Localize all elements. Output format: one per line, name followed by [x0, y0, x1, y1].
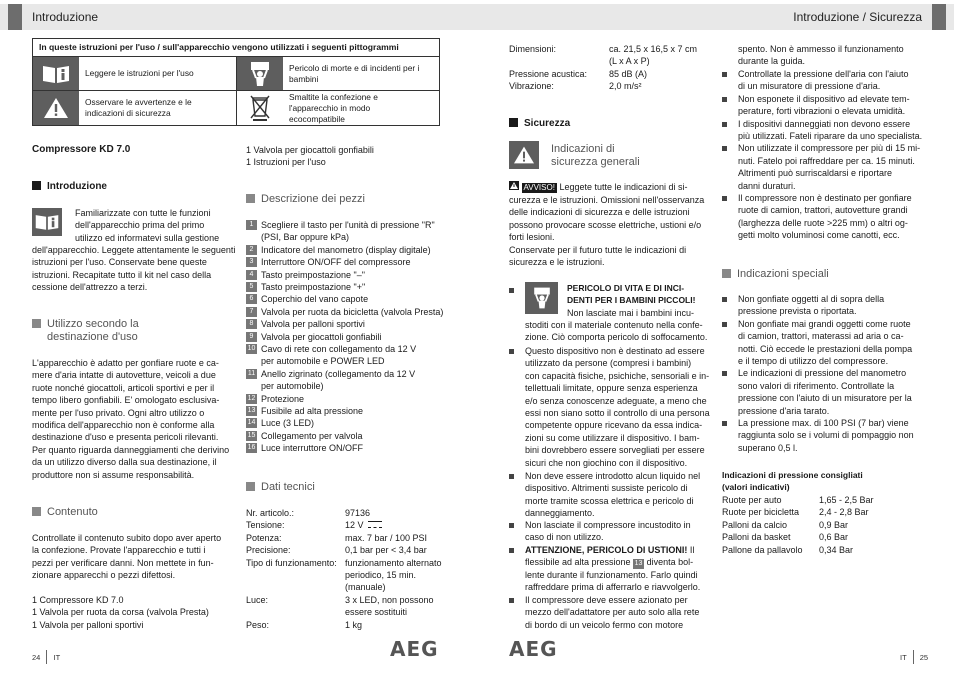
safety-heading: Sicurezza [509, 118, 570, 130]
part-label: Valvola per ruota da bicicletta (valvola Presta) [261, 306, 444, 317]
part-number-badge: 6 [246, 294, 257, 304]
child-hazard-icon [525, 282, 558, 314]
continued-text [738, 43, 904, 68]
part-label: Valvola per palloni sportivi [261, 319, 365, 330]
intro-heading: Introduzione [32, 181, 107, 193]
part-number-badge: 11 [247, 369, 256, 377]
bullet [722, 322, 727, 327]
danger-text [525, 319, 707, 344]
spec-value: (L x A x P) [609, 56, 650, 67]
text-line: Altrimenti può surriscaldarsi e riportare [738, 168, 893, 179]
spec-key: Dimensioni: [509, 44, 557, 54]
bullet [722, 196, 727, 201]
list-item: 1 Valvola per ruota da corsa (valvola Presta) [32, 607, 209, 618]
tech-heading: Dati tecnici [246, 481, 315, 494]
pressure-key: Palloni da calcio [722, 519, 788, 530]
text-line: istruzioni. Recapitate tutto il kit nel caso della [32, 269, 212, 280]
burn-title: ATTENZIONE, PERICOLO DI USTIONI! [525, 545, 688, 555]
spec-value: 85 dB (A) [609, 68, 648, 79]
bullet [722, 421, 727, 426]
text-line: Per quanto riguarda danneggiamenti che derivino [32, 444, 230, 455]
part-number-badge: 9 [246, 332, 257, 342]
text-line: Leggete tutte le indicazioni di si- [559, 182, 688, 192]
page-header [0, 4, 954, 30]
text-line: dell'apparecchio. Leggete attentamente le seguenti [32, 245, 236, 255]
special-heading: Indicazioni speciali [722, 268, 829, 281]
text-line: morte tramite scossa elettrica e pericolo di [525, 495, 694, 506]
manual-icon [33, 57, 79, 90]
text-line: di un misuratore di pressione d'aria. [738, 81, 881, 92]
pressure-value: 0,6 Bar [819, 532, 849, 543]
text-line: produttore non si assume responsabilità. [32, 469, 195, 480]
avviso-label: AVVISO! [523, 183, 555, 192]
text-line: più utilizzati. Fateli riparare da uno specialista. [738, 131, 923, 141]
text-line: zioni su come utilizzare il dispositivo. I bam- [525, 432, 700, 443]
bullet [722, 97, 727, 102]
left-page-title: Introduzione [32, 10, 99, 24]
part-label: Anello zigrinato (collegamento da 12 V [261, 368, 416, 379]
page-number: 25 [919, 653, 929, 662]
bullet [722, 122, 727, 127]
footer-right [900, 650, 928, 664]
text-line: zionare apparecchi o pezzi difettosi. [32, 570, 176, 581]
part-number-badge: 8 [246, 319, 257, 329]
burn-line-2 [525, 556, 693, 569]
text-line: Non lasciate il compressore incustodito in [525, 520, 691, 530]
text-line: e/o senza conoscenze adeguate, a meno che [525, 395, 707, 406]
tech-value: 3 x LED, non possono [345, 594, 434, 605]
bullet [722, 146, 727, 151]
text-line: Non lasciate mai i bambini incu- [567, 308, 695, 318]
general-safety-heading-line2: sicurezza generali [551, 156, 640, 168]
bullet-text [525, 470, 700, 520]
text-line: Il compressore deve essere azionato per [525, 595, 688, 605]
contenuto-list [32, 594, 209, 631]
text-line: curezza e le istruzioni. Omissioni nell'osservanza [509, 195, 705, 205]
text-line: Non utilizzate il compressore per più di 15 mi- [738, 143, 921, 154]
part-label: (PSI, Bar oppure kPa) [261, 232, 350, 243]
part-label: Protezione [261, 393, 305, 404]
text-line: stoditi con il materiale contenuto nella confe- [525, 320, 703, 330]
brand-logo: AEG [509, 637, 558, 661]
text-line: spento. Non è ammesso il funzionamento [738, 44, 904, 54]
part-number-badge: 15 [247, 431, 256, 439]
text-line: destinazione d'uso e presenta pericoli rilevanti. [32, 432, 219, 443]
tech-key: Tensione: [246, 520, 285, 531]
text-line: da un utilizzo diverso dalla sua destinazione, il [32, 457, 217, 468]
text-line: Familiarizzate con tutte le funzioni [75, 208, 211, 218]
bullet-text [525, 569, 700, 594]
spec-key: Vibrazione: [509, 81, 554, 92]
part-number-badge: 1 [246, 220, 257, 230]
part-number-badge: 7 [246, 307, 257, 317]
text-line: dell'apparecchio prima del primo [75, 220, 205, 231]
text-line: e il tempo di utilizzo del compressore. [738, 356, 889, 366]
parts-heading: Descrizione dei pezzi [246, 193, 365, 206]
text-line: raggiunta solo se i volumi di pompaggio non [738, 430, 914, 441]
part-label: per automobile) [261, 381, 324, 392]
text-span: Il [687, 545, 695, 555]
pressure-key: Ruote per bicicletta [722, 507, 800, 518]
spec-value: ca. 21,5 x 16,5 x 7 cm [609, 44, 698, 54]
avviso-text [509, 194, 704, 268]
bullet-text [525, 594, 699, 631]
text-line: utilizzo ed informatevi sulla gestione [75, 232, 220, 243]
tech-key: Nr. articolo.: [246, 508, 295, 518]
text-line: essi non siano sotto il controllo di una persona [525, 407, 710, 418]
part-label: Fusibile ad alta pressione [261, 406, 364, 416]
tech-value: periodico, 15 min. [345, 570, 417, 580]
text-line: I dispositivi danneggiati non devono essere [738, 118, 911, 129]
bullet [509, 288, 514, 293]
part-label: Scegliere il tasto per l'unità di pressione "R" [261, 220, 435, 230]
pressure-key: Palloni da basket [722, 532, 791, 543]
tech-key: Tipo di funzionamento: [246, 557, 337, 568]
text-line: ruote nonché giocattoli, articoli sportivi e per il [32, 382, 215, 393]
tech-value: 0,1 bar per < 3,4 bar [345, 545, 427, 556]
text-line: Non esponete il dispositivo ad elevate tem- [738, 93, 910, 104]
language-code: IT [53, 653, 61, 662]
bullet-text [525, 345, 710, 469]
pressure-key: Ruote per auto [722, 495, 782, 505]
text-line: lente durante il funzionamento. Farlo quindi [525, 570, 698, 580]
warning-icon [509, 141, 539, 169]
tech-key: Precisione: [246, 545, 291, 556]
part-number-badge: 14 [247, 419, 256, 427]
pressure-title [722, 469, 863, 494]
part-number-badge: 12 [247, 394, 256, 402]
child-hazard-icon [237, 57, 283, 90]
text-line: Il compressore non è destinato per gonfiare [738, 193, 912, 203]
bullet [722, 72, 727, 77]
text-line: durante la guida. [738, 56, 806, 67]
text-line: notti. Ciò eccede le prestazioni della pompa [738, 343, 913, 354]
general-safety-heading: Indicazioni di [551, 143, 615, 155]
pictogram-table [32, 38, 440, 126]
text-line: (valori indicativi) [722, 482, 790, 493]
bullet [509, 548, 514, 553]
part-label: per automobile e POWER LED [261, 356, 385, 367]
text-line: cessione dell'attrezzo a terzi. [32, 282, 148, 293]
pictogram-row [33, 57, 439, 91]
list-item: 1 Istruzioni per l'uso [246, 157, 326, 168]
text-line: getti molto voluminosi come canotti, ecc. [738, 230, 900, 241]
text-line: mere d'aria intatte di autovetture, veicoli a due [32, 370, 216, 381]
text-line: Le indicazioni di pressione del manometro [738, 368, 907, 379]
part-number-badge: 16 [247, 444, 256, 452]
contenuto-text [32, 532, 221, 582]
part-label: Collegamento per valvola [261, 430, 363, 441]
part-number-badge: 4 [246, 270, 257, 280]
text-line: modifica dell'apparecchio non è conforme alla [32, 419, 215, 430]
text-line: superano 0,5 l. [738, 442, 798, 453]
text-line: dispositivo. Altrimenti sussiste pericolo di [525, 483, 688, 494]
pressure-value: 2,4 - 2,8 Bar [819, 507, 869, 518]
part-label: Valvola per giocattoli gonfiabili [261, 331, 382, 342]
spec-value: 2,0 m/s² [609, 81, 642, 92]
bullet-text [525, 519, 691, 544]
bullet [722, 371, 727, 376]
pictogram-text: Osservare le avvertenze e le indicazioni di sicurezza [79, 91, 237, 125]
header-tab-left [8, 4, 22, 30]
uso-text [32, 357, 229, 481]
text-line: danni duraturi. [738, 180, 796, 191]
text-line: di bordo di un veicolo fermo con motore [525, 619, 684, 630]
text-line: con capacità fisiche, psichiche, sensoriali e in- [525, 370, 710, 381]
part-number-badge: 5 [246, 282, 257, 292]
text-line: zione. Ciò comporta pericolo di soffocamento. [525, 332, 708, 343]
brand-logo: AEG [390, 637, 439, 661]
tech-value: (manuale) [345, 582, 386, 593]
part-label: Coperchio del vano capote [261, 294, 369, 305]
text-line: mente per l'uso privato. Ogni altro utilizzo o [32, 407, 205, 418]
text-line: pressione prevista o riportata. [738, 306, 857, 317]
warning-icon [509, 181, 519, 193]
text-line: pezzi per verificare danni. Non mettete in fun- [32, 557, 214, 568]
text-line: Non gonfiate mai grandi oggetti come ruote [738, 318, 911, 329]
text-line: la confezione. Provate l'apparecchio e tutti i [32, 545, 206, 556]
text-line: forti lesioni. [509, 232, 555, 243]
bullet [722, 297, 727, 302]
text-line: delle indicazioni di sicurezza e delle istruzioni [509, 207, 690, 218]
bullet [509, 474, 514, 479]
text-line: perature, forti vibrazioni o elevata umidità. [738, 106, 906, 117]
intro-text-wrap [75, 207, 219, 244]
text-line: Controllate la pressione dell'aria con l'aiuto [738, 69, 909, 79]
wheelie-bin-icon [237, 91, 283, 125]
spec-key: Pressione acustica: [509, 68, 588, 79]
text-line: bini dovrebbero essere sorvegliati per essere [525, 445, 705, 456]
part-number-badge: 10 [247, 345, 256, 352]
part-label: Tasto preimpostazione "+" [261, 282, 366, 292]
pressure-value: 1,65 - 2,5 Bar [819, 495, 874, 505]
text-line: mezzo dell'adattatore per auto solo alla rete [525, 607, 700, 618]
text-line: competente oppure ricevano da essa indica- [525, 420, 703, 431]
text-line: sono valori di riferimento. Controllate la [738, 380, 895, 391]
danger-title [567, 282, 695, 307]
tech-value: 1 kg [345, 619, 363, 630]
burn-line [525, 544, 694, 556]
text-line: tellettuali limitate, oppure senza esperienza [525, 383, 698, 394]
text-line: caso di non utilizzo. [525, 532, 604, 543]
pictogram-text: Pericolo di morte e di incidenti per i bambini [289, 62, 420, 84]
text-span: flessibile ad alta pressione [525, 557, 634, 567]
page-number: 24 [32, 653, 41, 662]
product-title: Compressore KD 7.0 [32, 144, 131, 155]
pressure-value: 0,34 Bar [819, 544, 854, 555]
bullet [509, 523, 514, 528]
text-line: DENTI PER I BAMBINI PICCOLI! [567, 295, 696, 306]
text-line: tempo libero gonfiabili. E' omologato esclusiva- [32, 395, 220, 406]
text-line: Questo dispositivo non è destinato ad essere [525, 346, 705, 356]
footer-left [32, 650, 60, 664]
contenuto-list-continued [246, 144, 374, 169]
text-line: possono provocare scosse elettriche, ustioni e/o [509, 219, 702, 230]
uso-heading: Utilizzo secondo la [32, 318, 139, 331]
tech-value: funzionamento alternato [345, 557, 442, 568]
text-line: sicuri che non giochino con il dispositivo. [525, 457, 688, 468]
tech-value: 12 V [345, 519, 382, 531]
warning-icon [33, 91, 79, 125]
text-line: La pressione max. di 100 PSI (7 bar) viene [738, 418, 909, 428]
tech-key: Peso: [246, 619, 270, 630]
tech-value: max. 7 bar / 100 PSI [345, 532, 428, 543]
part-label: Luce interruttore ON/OFF [261, 443, 364, 454]
part-number-badge: 3 [246, 257, 257, 267]
text-line: sicurezza e le istruzioni. [509, 256, 605, 267]
text-line: Non deve essere introdotto alcun liquido nel [525, 471, 701, 481]
text-line: L'apparecchio è adatto per gonfiare ruote e ca- [32, 358, 219, 368]
tech-value: essere sostituiti [345, 607, 408, 618]
text-line: utilizzato da persone (compresi i bambini) [525, 358, 692, 369]
bullet [509, 349, 514, 354]
text-line: di camion, trattori, materassi ad aria o ca- [738, 331, 904, 342]
list-item: 1 Compressore KD 7.0 [32, 595, 124, 605]
tech-key: Luce: [246, 594, 269, 605]
list-item: 1 Valvola per palloni sportivi [32, 619, 144, 630]
pressure-key: Pallone da pallavolo [722, 544, 803, 555]
part-label: Indicatore del manometro (display digitale) [261, 244, 431, 255]
header-tab-right [932, 4, 946, 30]
part-label: Cavo di rete con collegamento da 12 V [261, 344, 417, 354]
text-line: nuti. Fatelo poi raffreddare per ca. 15 minuti. [738, 155, 915, 166]
pressure-value: 0,9 Bar [819, 519, 849, 530]
tech-value: 97136 [345, 508, 371, 518]
text-line: (larghezza delle ruote >225 mm) o altri og- [738, 217, 908, 228]
right-page-title: Introduzione / Sicurezza [793, 10, 922, 24]
text-line: Conservate per il futuro tutte le indicazioni di [509, 244, 687, 255]
part-label: Luce (3 LED) [261, 418, 315, 429]
text-line: raffreddare prima di afferrarlo e riavvolgerlo. [525, 582, 701, 593]
part-label: Interruttore ON/OFF del compressore [261, 257, 411, 268]
text-line: PERICOLO DI VITA E DI INCI- [567, 283, 685, 293]
part-number-badge: 13 [634, 560, 643, 567]
bullet [509, 598, 514, 603]
text-span: diventa bol- [644, 557, 694, 567]
pictogram-heading: In queste istruzioni per l'uso / sull'apparecchio vengono utilizzati i seguenti pittogrammi [33, 39, 439, 57]
text-line: istruzioni per l'uso. Conservate bene queste [32, 257, 207, 268]
text-line: pressione d'aria tarato. [738, 405, 830, 416]
pictogram-text: Leggere le istruzioni per l'uso [79, 57, 237, 90]
pictogram-row [33, 91, 439, 125]
list-item: 1 Valvola per giocattoli gonfiabili [246, 145, 374, 155]
text-line: Controllate il contenuto subito dopo aver aperto [32, 533, 222, 543]
dc-symbol-icon [368, 521, 382, 528]
avviso-line [509, 181, 688, 193]
manual-icon [32, 208, 62, 236]
pictogram-text: Smaltite la confezione e l'apparecchio in modo ecocompatibile [289, 91, 378, 124]
text-line: danneggiamento. [525, 508, 595, 519]
uso-heading-line2: destinazione d'uso [47, 331, 138, 343]
language-code: IT [900, 653, 907, 662]
part-number-badge: 2 [246, 245, 257, 255]
part-label: Tasto preimpostazione "–" [261, 269, 365, 280]
text-line: Non gonfiate oggetti al di sopra della [738, 294, 885, 304]
contenuto-heading: Contenuto [32, 506, 98, 519]
text-line: ruote di camion, trattori, autovetture grandi [738, 205, 908, 216]
text-line: pressione con l'aiuto di un misuratore per la [738, 393, 912, 404]
text-line: Indicazioni di pressione consigliati [722, 470, 863, 480]
tech-key: Potenza: [246, 532, 282, 543]
part-number-badge: 13 [247, 407, 256, 414]
intro-text [32, 244, 235, 294]
